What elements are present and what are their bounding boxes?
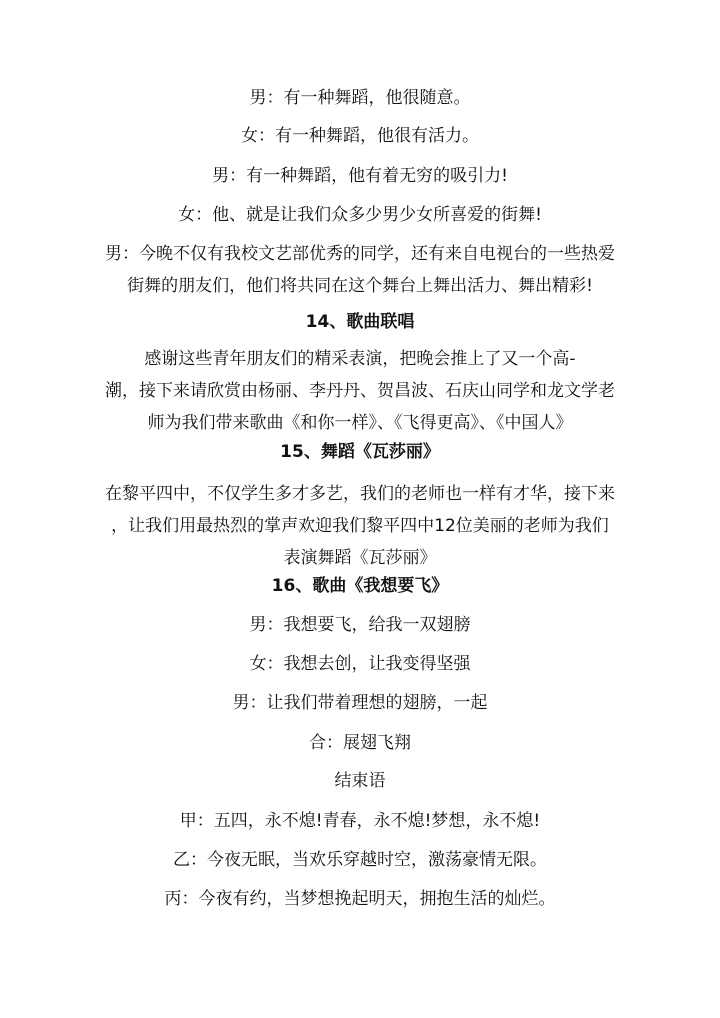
paragraph-line: 感谢这些青年朋友们的精采表演，把晚会推上了又一个高-: [144, 349, 576, 369]
paragraph-line: 男：今晚不仅有我校文艺部优秀的同学，还有来自电视台的一些热爱: [105, 244, 615, 264]
closing-line: 乙：今夜无眠，当欢乐穿越时空，激荡豪情无限。: [173, 850, 547, 870]
section-heading-14: 14、歌曲联唱: [305, 312, 415, 332]
closing-heading: 结束语: [334, 771, 386, 791]
section-14-body: [60, 343, 660, 439]
paragraph-line: ，让我们用最热烈的掌声欢迎我们黎平四中12位美丽的老师为我们: [111, 516, 609, 536]
dialogue-line: 女：他、就是让我们众多少男少女所喜爱的街舞!: [178, 205, 542, 225]
dialogue-line: 合：展翅飞翔: [309, 733, 411, 753]
closing-line: 丙：今夜有约，当梦想挽起明天，拥抱生活的灿烂。: [164, 889, 556, 909]
paragraph-line: 表演舞蹈《瓦莎丽》: [283, 548, 437, 568]
dialogue-line: 男：让我们带着理想的翅膀，一起: [232, 693, 488, 713]
section-15-body: [60, 478, 660, 574]
paragraph-line: 潮，接下来请欣赏由杨丽、李丹丹、贺昌波、石庆山同学和龙文学老: [105, 381, 615, 401]
dialogue-line: 男：有一种舞蹈，他很随意。: [249, 88, 471, 108]
paragraph-line: 师为我们带来歌曲《和你一样》、《飞得更高》、《中国人》: [147, 413, 573, 433]
dialogue-paragraph: [60, 238, 660, 302]
section-heading-15: 15、舞蹈《瓦莎丽》: [280, 442, 440, 462]
section-heading-16: 16、歌曲《我想要飞》: [271, 576, 449, 596]
closing-line: 甲：五四，永不熄!青春，永不熄!梦想，永不熄!: [179, 811, 541, 831]
dialogue-line: 男：有一种舞蹈，他有着无穷的吸引力!: [212, 166, 508, 186]
paragraph-line: 街舞的朋友们，他们将共同在这个舞台上舞出活力、舞出精彩!: [127, 276, 593, 296]
dialogue-line: 女：我想去创，让我变得坚强: [249, 654, 471, 674]
dialogue-line: 男：我想要飞，给我一双翅膀: [249, 615, 471, 635]
paragraph-line: 在黎平四中，不仅学生多才多艺，我们的老师也一样有才华，接下来: [105, 484, 615, 504]
dialogue-line: 女：有一种舞蹈，他很有活力。: [241, 126, 479, 146]
